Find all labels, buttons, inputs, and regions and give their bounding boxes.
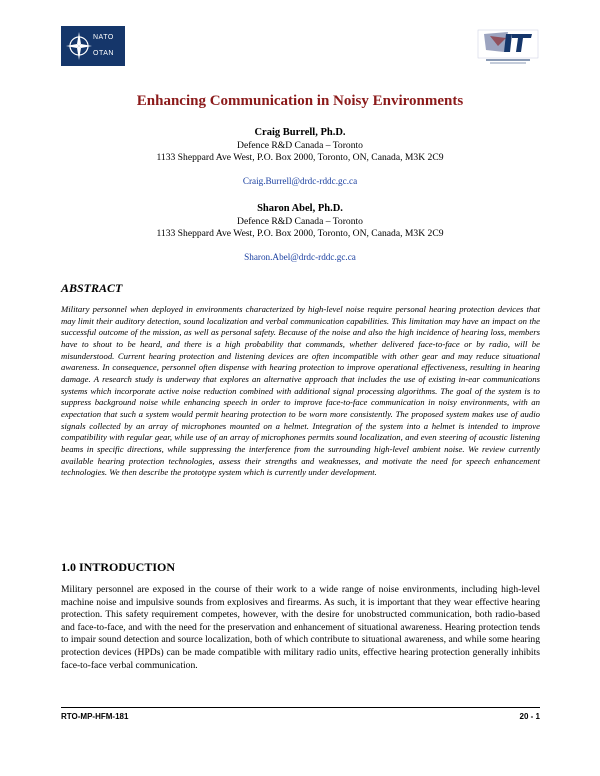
intro-text: Military personnel are exposed in the course of their work to a wide range of noise environments, including high-level machine noise and impulsive sounds from explosives and firearms. As such, it is important that they wear effective hearing protection. This safety requirement competes, however, with the desire for unobstructed communication, both radio-based and face-to-face, and with the need for the preservation and enhancement of situational awareness. Hearing protection tends to impair sound detection and source localization, both of which contribute to situational awareness, and while some hearing protection devices (HPDs) can be made compatible with military radio units, effective hearing protection generally inhibits face-to-face verbal communication. [61, 584, 540, 671]
author-org: Defence R&D Canada – Toronto [237, 139, 363, 151]
author-org: Defence R&D Canada – Toronto [237, 215, 363, 227]
abstract-heading: ABSTRACT [61, 281, 123, 295]
author-address: 1133 Sheppard Ave West, P.O. Box 2000, Toronto, ON, Canada, M3K 2C9 [156, 228, 444, 239]
author-email[interactable]: Sharon.Abel@drdc-rddc.gc.ca [244, 251, 356, 262]
author-name: Sharon Abel, Ph.D. [257, 203, 343, 214]
section-heading: 1.0 INTRODUCTION [61, 560, 176, 574]
author-block-2 [0, 203, 600, 263]
rt-logo [476, 26, 540, 66]
nato-logo [61, 26, 125, 66]
footer-page-number: 20 - 1 [519, 712, 540, 721]
author-block-1 [0, 127, 600, 187]
abstract-text: Military personnel when deployed in environments characterized by high-level noise require personal hearing protection devices that may limit their auditory detection, sound localization and verbal communication capabilities. This limitation may have an impact on the successful outcome of the mission, as well as personal safety. Because of the noise and also the high incidence of hearing loss, members have to shout to be heard, and there is a high probability that commands, whether delivered face-to-face or by radio, will be misunderstood. Current hearing protection and listening devices are often incompatible with other gear and may reduce situational awareness. In consequence, personnel often dispense with hearing protection to improve operational effectiveness, resulting in hearing damage. A research study is underway that explores an alternative approach that includes the use of existing in-ear communications systems which incorporate active noise reduction combined with additional signal processing algorithms. The goal of the system is to suppress background noise while enhancing speech in order to improve face-to-face communication in noisy environments, with an expectation that such a system would permit hearing protection to be worn more consistently. The proposed system makes use of audio signals collected by an array of microphones mounted on a helmet. Integration of the system into a helmet is intended to improve compatibility with regular gear, while use of an array of microphones permits sound localization, and even steering of acoustic listening beams in specific directions, while suppressing the interference from the surrounding high-level ambient noise. We review currently available hearing protection technologies, assess their strengths and weaknesses, and motivate the need for speech enhancement technologies. We then describe the prototype system which is currently under development. [61, 304, 540, 478]
nato-compass-icon [65, 30, 93, 62]
footer-divider [61, 707, 540, 708]
nato-logo-text: NATO OTAN [93, 34, 114, 57]
author-address: 1133 Sheppard Ave West, P.O. Box 2000, Toronto, ON, Canada, M3K 2C9 [156, 152, 444, 163]
paper-title: Enhancing Communication in Noisy Environments [136, 93, 464, 109]
rt-logo-icon [476, 26, 540, 66]
author-name: Craig Burrell, Ph.D. [254, 127, 346, 138]
footer-doc-id: RTO-MP-HFM-181 [61, 712, 129, 721]
author-email[interactable]: Craig.Burrell@drdc-rddc.gc.ca [242, 175, 358, 186]
